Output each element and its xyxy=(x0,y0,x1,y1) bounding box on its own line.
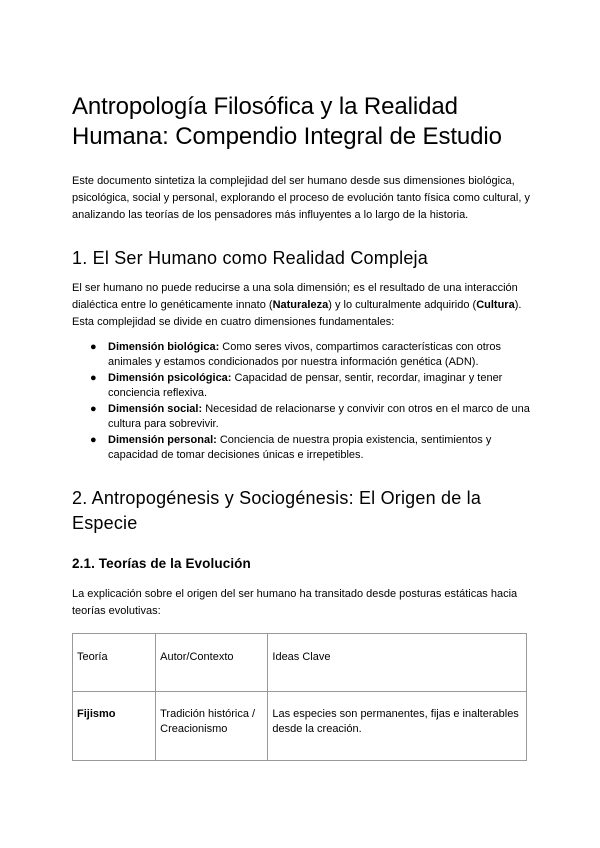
bullet-icon: ● xyxy=(90,434,97,446)
table-cell xyxy=(73,692,156,761)
list-item-term: Dimensión psicológica: xyxy=(108,372,232,384)
list-item-text: Como seres vivos, compartimos características con otros animales y estamos condicionados por nuestra información genética (ADN). xyxy=(108,341,502,368)
list-item-text: Conciencia de nuestra propia existencia, sentimientos y capacidad de tomar decisiones únicas e irrepetibles. xyxy=(108,434,492,461)
dimensions-list-wrapper xyxy=(72,340,532,462)
bullet-icon: ● xyxy=(90,372,97,384)
section-1-paragraph xyxy=(72,280,532,331)
list-item-term: Dimensión social: xyxy=(108,403,203,415)
list-item xyxy=(90,371,532,400)
section-1-heading: 1. El Ser Humano como Realidad Compleja xyxy=(72,248,428,268)
bullet-icon: ● xyxy=(90,341,97,353)
evolution-theories-table xyxy=(72,633,527,761)
list-item-term: Dimensión personal: xyxy=(108,434,217,446)
section-1-bold-naturaleza: Naturaleza xyxy=(272,299,329,311)
intro-paragraph: Este documento sintetiza la complejidad del ser humano desde sus dimensiones biológica, psicológica, social y personal, explorando el proceso de evolución tanto física como cultural, y analizando las teorías de los pensadores más influyentes a lo largo de la historia. xyxy=(72,175,530,221)
section-1-text-part2: ) y lo culturalmente adquirido ( xyxy=(328,299,477,311)
list-item xyxy=(90,402,532,431)
section-2-heading: 2. Antropogénesis y Sociogénesis: El Origen de la Especie xyxy=(72,488,482,533)
table-header-row xyxy=(73,634,527,692)
section-1-bold-cultura: Cultura xyxy=(476,299,515,311)
table-header-cell: Teoría xyxy=(73,634,156,692)
section-1-text-part1: El ser humano no puede reducirse a una sola dimensión; es el resultado de una interacción dialéctica entre lo genéticamente innato ( xyxy=(72,282,518,311)
list-item-text: Capacidad de pensar, sentir, recordar, imaginar y tener conciencia reflexiva. xyxy=(108,372,503,399)
table-header-cell: Autor/Contexto xyxy=(156,634,268,692)
list-item-text: Necesidad de relacionarse y convivir con otros en el marco de una cultura para sobrevivir. xyxy=(108,403,530,430)
table-header-cell: Ideas Clave xyxy=(268,634,527,692)
bullet-icon: ● xyxy=(90,403,97,415)
section-1-text-part3: ). Esta complejidad se divide en cuatro dimensiones fundamentales: xyxy=(72,299,522,328)
list-item-term: Dimensión biológica: xyxy=(108,341,220,353)
document-title: Antropología Filosófica y la Realidad Humana: Compendio Integral de Estudio xyxy=(72,93,502,150)
table-row xyxy=(73,692,527,761)
list-item xyxy=(90,340,532,369)
table-cell: Las especies son permanentes, fijas e inalterables desde la creación. xyxy=(268,692,527,761)
table-cell: Tradición histórica / Creacionismo xyxy=(156,692,268,761)
table-cell-theory: Fijismo xyxy=(77,708,116,720)
section-2-1-heading: 2.1. Teorías de la Evolución xyxy=(72,556,251,571)
document-page xyxy=(72,92,532,761)
dimensions-list xyxy=(72,340,532,462)
section-2-1-paragraph: La explicación sobre el origen del ser humano ha transitado desde posturas estáticas hacia teorías evolutivas: xyxy=(72,588,518,617)
list-item xyxy=(90,433,532,462)
